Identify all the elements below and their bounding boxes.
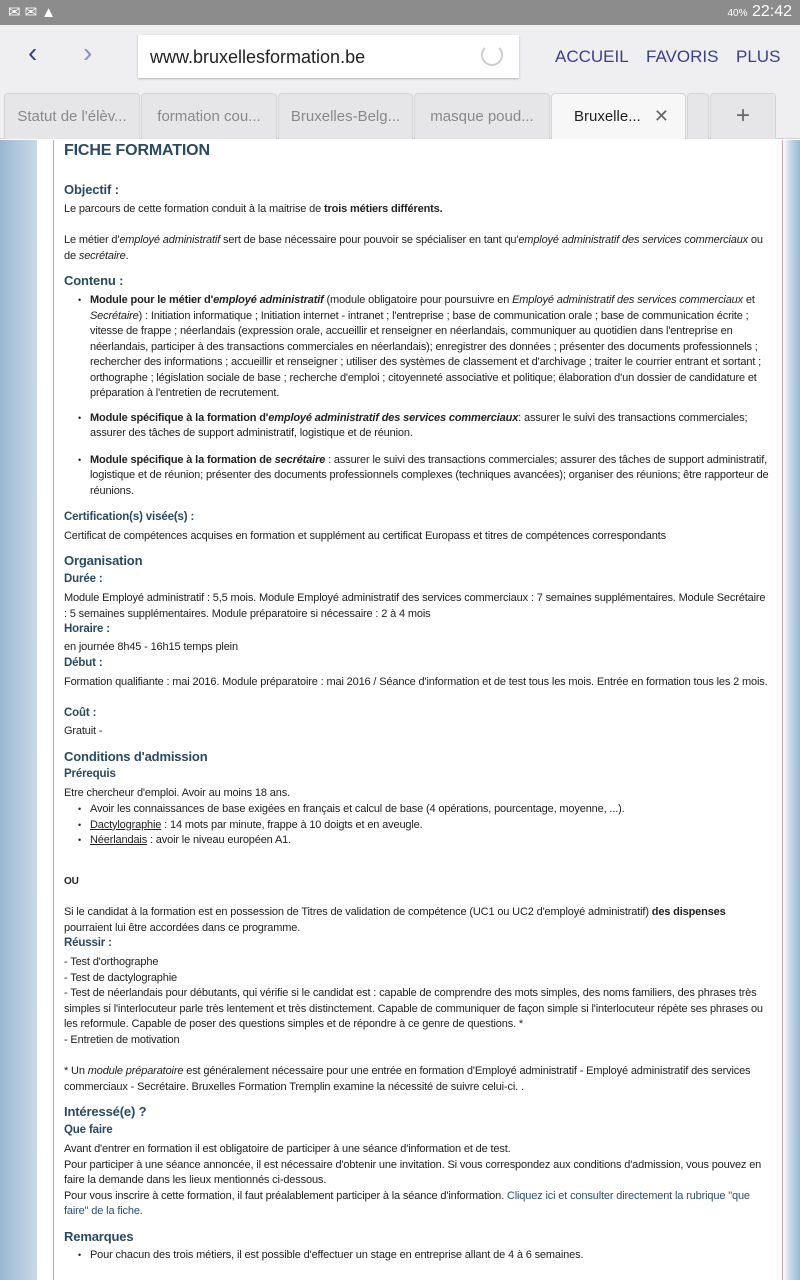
list-item: • Pour chacun des trois métiers, il est possible d'effectuer un stage en entreprise allant de 4 à 6 semaines. — [64, 1248, 770, 1264]
heading-contenu: Contenu : — [64, 273, 124, 288]
text-segment: : assurer le suivi des transactions commerciales; assurer des tâches de support administratif, logistique et de réunion; présenter des documents professionnels complexes (techniques avancées); organiser des réunions; être rapporteur de réunions. — [90, 453, 769, 497]
heading-interesse: Intéressé(e) ? — [64, 1104, 147, 1119]
text-segment: sert de base nécessaire pour pouvoir se spécialiser en tant qu' — [220, 234, 519, 246]
tab-overflow[interactable] — [687, 93, 709, 139]
list-item[interactable] — [64, 833, 770, 849]
que-faire-text — [64, 1142, 770, 1220]
debut-text: Formation qualifiante : mai 2016. Module préparatoire : mai 2016 / Séance d'information et de test tous les mois. Entrée en formation tous les 2 mois. — [64, 676, 768, 688]
reussir-item: - Test d'orthographe — [64, 956, 159, 968]
notification-icons: ✉✉▲ — [8, 4, 60, 21]
menu-accueil[interactable]: ACCUEIL — [555, 47, 629, 66]
close-tab-icon[interactable]: ✕ — [653, 106, 669, 126]
text-segment: Avoir les connaissances de base exigées en français et calcul de base (4 opérations, pourcentage, moyenne, ...). — [90, 803, 625, 815]
tab-2[interactable]: formation cou... — [141, 93, 277, 139]
heading-remarques: Remarques — [64, 1229, 134, 1244]
que-faire-3 — [64, 1189, 770, 1220]
text-segment: secrétaire — [78, 249, 126, 262]
ou-label: OU — [64, 876, 79, 887]
text-segment: Employé administratif des services commerciaux — [512, 294, 743, 306]
list-item — [64, 802, 770, 818]
reussir-item: - Entretien de motivation — [64, 1033, 180, 1046]
heading-prerequis: Prérequis — [64, 768, 116, 780]
link[interactable]: Cliquez ici et consulter directement la rubrique "que faire" de la fiche. — [64, 1189, 750, 1217]
list-item — [64, 293, 770, 402]
prerequis-text: Etre chercheur d'emploi. Avoir au moins 18 ans. — [64, 787, 290, 799]
certification-text: Certificat de compétences acquises en formation et supplément au certificat Europass et titres de compétences correspondants — [64, 530, 667, 542]
cout-text: Gratuit - — [64, 725, 103, 737]
url-text: www.bruxellesformation.be — [150, 47, 366, 67]
horaire-text: en journée 8h45 - 16h15 temps plein — [64, 641, 238, 653]
text-segment: des dispenses — [651, 906, 726, 918]
duree-text: Module Employé administratif : 5,5 mois. Module Employé administratif des services commerciaux : 7 semaines supplémentaires. Module Secrétaire : 5 semaines supplémentaires. Module préparatoire si nécessaire : 2 à 4 mois — [64, 592, 766, 620]
que-faire-2: Pour participer à une séance annoncée, il est nécessaire d'obtenir une invitation. Si vous correspondez aux conditions d'admission, vous pouvez en faire la demande dans les lieux mentionnés ci-dessous. — [64, 1158, 762, 1186]
reussir-item: - Test de néerlandais pour débutants, qui vérifie si le candidat est : capable de comprendre des mots simples, des noms familiers, des phrases très simples si l'interlocuteur parle très lentement et très distinctement. Capable de communiquer de façon simple si l'interlocuteur répète ses phrases ou les reformule. Capable de poser des questions simples et de répondre à ce genre de questions. * — [64, 987, 763, 1030]
text-segment: Module pour le métier d' — [90, 294, 214, 306]
text-segment: : 14 mots par minute, frappe à 10 doigts et en aveugle. — [161, 818, 423, 831]
heading-que-faire: Que faire — [64, 1124, 113, 1136]
reussir-item: - Test de dactylographie — [64, 971, 177, 984]
que-faire-1: Avant d'entrer en formation il est obligatoire de participer à une séance d'information et de test. — [64, 1143, 511, 1155]
text-segment: Le métier d' — [64, 234, 120, 246]
list-item[interactable] — [64, 818, 770, 834]
tab-active[interactable] — [551, 93, 686, 139]
list-item — [64, 411, 770, 442]
heading-horaire: Horaire : — [64, 623, 110, 635]
reload-icon[interactable] — [481, 44, 503, 66]
remarques-list — [64, 1248, 770, 1264]
reussir-list — [64, 955, 770, 1048]
tab-4[interactable]: masque poud... — [414, 93, 550, 139]
text-segment: employé administratif des services commerciaux — [518, 234, 749, 246]
text-segment[interactable]: Néerlandais — [90, 834, 148, 846]
text-segment: et — [743, 294, 755, 306]
battery-level: 40% — [727, 8, 748, 19]
text-segment: employé administratif — [213, 294, 324, 306]
contenu-list — [64, 293, 770, 499]
text-segment: secrétaire — [274, 453, 326, 466]
text-segment: Le parcours de cette formation conduit à la maitrise de — [64, 203, 325, 215]
fiche-formation — [53, 140, 783, 1280]
back-button[interactable]: ‹ — [28, 37, 38, 68]
text-segment: employé administratif — [119, 234, 221, 246]
clock: 22:42 — [751, 3, 792, 20]
text-segment: Si le candidat à la formation est en possession de Titres de validation de compétence (UC1 ou UC2 d'employé administratif) — [64, 906, 652, 918]
text-segment: (module obligatoire pour poursuivre en — [323, 294, 513, 306]
heading-conditions: Conditions d'admission — [64, 749, 208, 764]
text-segment: Secrétaire — [90, 309, 139, 322]
text-segment: : assurer le suivi des transactions commerciales; assurer des tâches de support administratif, logistique et de réunion. — [90, 411, 748, 439]
objectif-text-2 — [64, 233, 770, 264]
text-segment: Module spécifique à la formation d' — [90, 411, 269, 424]
browser-toolbar — [0, 25, 800, 139]
text-segment: est généralement nécessaire pour une entrée en formation d'Employé administratif - Employé administratif des services commerciaux - Secrétaire. Bruxelles Formation Tremplin examine la nécessité de suivre celui-ci. . — [64, 1065, 751, 1093]
tab-label: Bruxelle... — [574, 108, 641, 125]
text-segment: module préparatoire — [87, 1065, 184, 1077]
page-title: FICHE FORMATION — [64, 142, 210, 159]
heading-cout: Coût : — [64, 707, 97, 719]
dispenses-text — [64, 905, 770, 936]
heading-duree: Durée : — [64, 573, 103, 585]
text-segment: employé administratif des services commerciaux — [268, 411, 519, 424]
module-note — [64, 1064, 770, 1095]
status-bar — [0, 0, 800, 25]
list-item — [64, 453, 770, 500]
objectif-text-1 — [64, 202, 770, 218]
heading-reussir: Réussir : — [64, 937, 112, 949]
new-tab-button[interactable]: + — [710, 93, 776, 139]
heading-debut: Début : — [64, 657, 103, 669]
text-segment: ou de — [64, 234, 763, 262]
tab-1[interactable]: Statut de l'élèv... — [4, 93, 140, 139]
address-bar[interactable] — [138, 35, 519, 78]
text-segment: : avoir le niveau européen A1. — [147, 834, 292, 846]
text-segment: Module spécifique à la formation de — [90, 453, 275, 466]
heading-objectif: Objectif : — [64, 182, 119, 197]
text-segment[interactable]: Dactylographie — [90, 818, 162, 831]
menu-plus[interactable]: PLUS — [736, 47, 781, 66]
prerequis-list — [64, 802, 770, 849]
text-segment: pourraient lui être accordées dans ce programme. — [64, 921, 301, 934]
heading-organisation: Organisation — [64, 553, 143, 568]
menu-favoris[interactable]: FAVORIS — [646, 47, 719, 66]
heading-certification: Certification(s) visée(s) : — [64, 511, 195, 523]
forward-button[interactable]: › — [83, 37, 93, 68]
text-segment: trois métiers différents. — [324, 203, 443, 215]
tab-3[interactable]: Bruxelles-Belg... — [278, 93, 413, 139]
web-page — [0, 140, 800, 1280]
text-segment: * Un — [64, 1065, 88, 1077]
text-segment: ) : Initiation informatique ; Initiation internet - intranet ; l'entreprise ; base de communication orale ; base de communication écrite ; vitesse de frappe ; néerlandais (expression orale, accueillir et renseigner en néerlandais, communiquer au quotidien dans l'entreprise en néerlandais, participer à des transactions commerciales en néerlandais); enregistrer des données ; présenter des documents professionnels ; rechercher des informations ; accueillir et renseigner ; utiliser des systèmes de classement et d'archivage ; traiter le courrier entrant et sortant ; orthographe ; législation sociale de base ; recherche d'emploi ; citoyenneté associative et politique; élaboration d'un dossier de candidature et préparation à l'entretien de recrutement. — [90, 309, 762, 399]
text-segment: Pour vous inscrire à cette formation, il faut préalablement participer à la séance d'information. — [64, 1189, 507, 1202]
status-right — [727, 3, 792, 21]
text-segment: . — [125, 249, 129, 262]
